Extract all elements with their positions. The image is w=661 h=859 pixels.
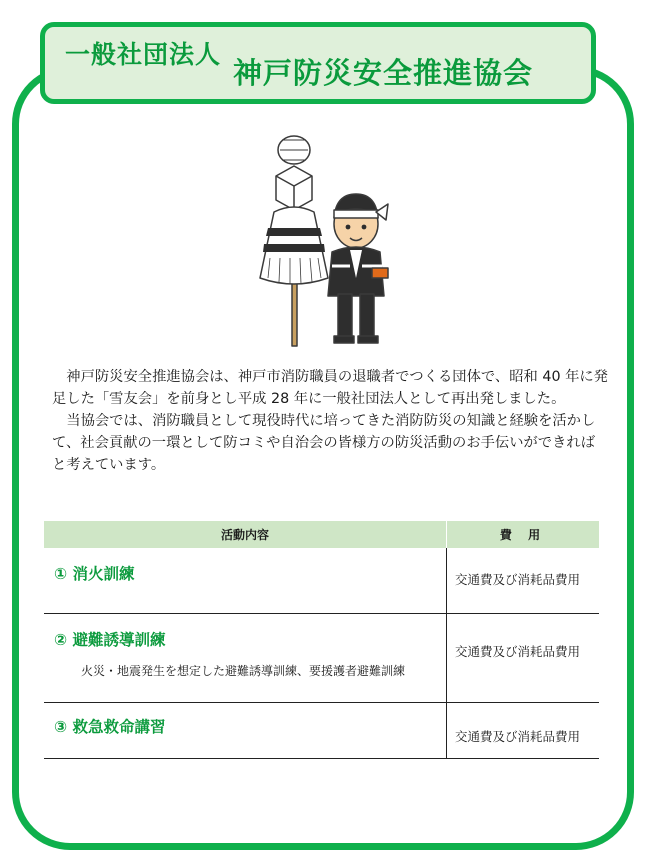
cost-text: 交通費及び消耗品費用 (455, 729, 581, 744)
activities-table (44, 521, 599, 759)
organization-name: 神戸防災安全推進協会 (233, 56, 534, 90)
activity-description: 火災・地震発生を想定した避難誘導訓練、要援護者避難訓練 (81, 664, 406, 678)
activity-name: ① 消火訓練 (54, 565, 135, 583)
cost-cell (447, 614, 600, 703)
cost-column-header: 費 用 (447, 521, 600, 548)
activity-cell (44, 614, 447, 703)
activity-cell (44, 548, 447, 614)
activity-column-header: 活動内容 (44, 521, 447, 548)
title-banner (40, 22, 596, 104)
organization-type-label: 一般社団法人 (65, 40, 222, 69)
cost-text: 交通費及び消耗品費用 (455, 644, 581, 659)
intro-paragraph-2: 当協会では、消防職員として現役時代に培ってきた消防防災の知識と経験を活かして、社会貢献の一環として防コミや自治会の皆様方の防災活動のお手伝いができればと考えています。 (52, 413, 596, 473)
cost-cell (447, 703, 600, 759)
table-row (44, 548, 599, 614)
table-row (44, 614, 599, 703)
activity-name: ③ 救急救命講習 (54, 718, 166, 736)
cost-cell (447, 548, 600, 614)
table-row (44, 703, 599, 759)
cost-text: 交通費及び消耗品費用 (455, 572, 581, 587)
intro-paragraph-1: 神戸防災安全推進協会は、神戸市消防職員の退職者でつくる団体で、昭和 40 年に発足した「雪友会」を前身とし平成 28 年に一般社団法人として再出発しました。 (52, 369, 608, 407)
table-header-row (44, 521, 599, 548)
activity-name: ② 避難誘導訓練 (54, 631, 166, 649)
activity-cell (44, 703, 447, 759)
firefighter-with-matoi-illustration (254, 128, 404, 350)
introduction-text (52, 366, 608, 476)
